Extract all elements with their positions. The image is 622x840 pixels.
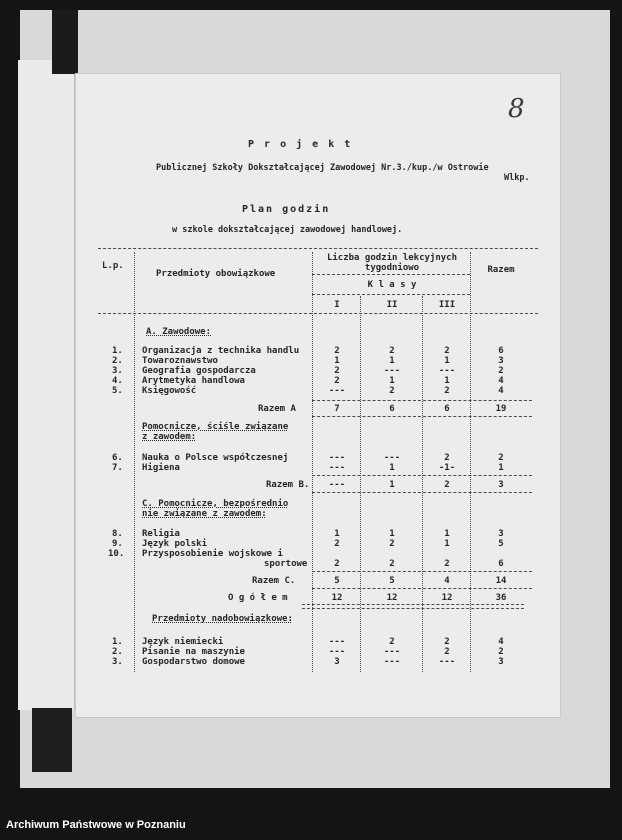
row-class-3: 2 [444, 647, 450, 657]
row-lp: 2. [112, 647, 123, 657]
row-class-3: 2 [444, 637, 450, 647]
row-class-1: 2 [334, 559, 340, 569]
row-class-2: 6 [389, 404, 395, 414]
header-subjects: Przedmioty obowiązkowe [156, 269, 276, 279]
row-class-2: 2 [389, 637, 395, 647]
column-divider-class-3 [470, 252, 471, 672]
plan-title: Plan godzin [242, 204, 331, 215]
row-class-2: 1 [389, 529, 395, 539]
row-total: 2 [498, 647, 504, 657]
row-class-1: 1 [334, 356, 340, 366]
row-lp: 9. [112, 539, 123, 549]
header-classes: K l a s y [367, 280, 417, 290]
row-class-2: 1 [389, 463, 395, 473]
row-subject: Przysposobienie wojskowe i [142, 549, 283, 559]
row-lp: 10. [108, 549, 125, 559]
column-divider-class-1 [360, 296, 361, 672]
row-class-3: 2 [444, 559, 450, 569]
binder-clip-top [52, 10, 78, 74]
row-total: 4 [498, 386, 504, 396]
subtotal-label: Razem C. [252, 576, 296, 586]
row-total: 14 [495, 576, 507, 586]
header-lp: L.p. [102, 261, 124, 271]
row-subject: Towaroznawstwo [142, 356, 218, 366]
row-class-3: 6 [444, 404, 450, 414]
column-divider-lp [134, 252, 135, 672]
row-lp: 8. [112, 529, 123, 539]
left-paper-strip [18, 60, 75, 710]
row-class-2: --- [383, 366, 401, 376]
row-subject: Organizacja z technika handlu [142, 346, 300, 356]
row-class-1: 1 [334, 529, 340, 539]
row-total: 3 [498, 657, 504, 667]
row-class-1: --- [328, 463, 346, 473]
row-class-2: 5 [389, 576, 395, 586]
row-lp: 2. [112, 356, 123, 366]
section-heading: A. Zawodowe: [146, 327, 212, 337]
row-total: 4 [498, 376, 504, 386]
row-total: 2 [498, 366, 504, 376]
row-total: 3 [498, 529, 504, 539]
hours-header-line [312, 274, 470, 275]
document-title: P r o j e k t [248, 139, 353, 150]
row-class-1: 2 [334, 376, 340, 386]
grand-total-line-1 [302, 604, 524, 605]
header-bottom-line [98, 313, 538, 314]
row-class-1: --- [328, 647, 346, 657]
row-subject: Geografia gospodarcza [142, 366, 256, 376]
row-total: 5 [498, 539, 504, 549]
header-total: Razem [487, 265, 515, 275]
row-lp: 7. [112, 463, 123, 473]
header-hours-line2: tygodniowo [364, 263, 420, 273]
row-lp: 3. [112, 657, 123, 667]
grand-total-label: O g ó ł e m [228, 593, 288, 603]
row-total: 4 [498, 637, 504, 647]
row-class-1: 2 [334, 366, 340, 376]
section-heading: C. Pomocnicze, bezpośrednio [142, 499, 289, 509]
section-heading: nie związane z zawodem: [142, 509, 267, 519]
row-lp: 6. [112, 453, 123, 463]
row-class-1: 2 [334, 346, 340, 356]
row-total: 3 [498, 480, 504, 490]
page-number: 8 [508, 94, 525, 124]
row-total: 6 [498, 346, 504, 356]
row-subject: Język niemiecki [142, 637, 224, 647]
row-class-1: 7 [334, 404, 340, 414]
table-top-line [98, 248, 538, 249]
row-lp: 4. [112, 376, 123, 386]
row-class-1: --- [328, 637, 346, 647]
plan-subtitle: w szkole dokształcającej zawodowej handlowej. [172, 225, 403, 235]
row-class-2: 2 [389, 346, 395, 356]
row-class-2: 1 [389, 480, 395, 490]
row-class-1: --- [328, 386, 346, 396]
row-class-2: --- [383, 453, 401, 463]
row-subject: Pisanie na maszynie [142, 647, 245, 657]
row-subject: Nauka o Polsce współczesnej [142, 453, 289, 463]
row-class-3: 2 [444, 346, 450, 356]
row-class-2: 12 [386, 593, 398, 603]
header-hours-line1: Liczba godzin lekcyjnych [326, 253, 458, 263]
row-total: 19 [495, 404, 507, 414]
row-class-1: 3 [334, 657, 340, 667]
row-class-3: 1 [444, 376, 450, 386]
row-class-3: 2 [444, 386, 450, 396]
row-class-2: 1 [389, 376, 395, 386]
header-class-2: II [386, 300, 398, 310]
row-class-3: 4 [444, 576, 450, 586]
row-subject: sportowe [264, 559, 308, 569]
row-class-2: 1 [389, 356, 395, 366]
column-divider-class-2 [422, 296, 423, 672]
row-lp: 3. [112, 366, 123, 376]
section-heading: z zawodem: [142, 432, 197, 442]
row-class-2: --- [383, 647, 401, 657]
row-subject: Gospodarstwo domowe [142, 657, 245, 667]
subtotal-label: Razem A [258, 404, 296, 414]
row-class-1: 2 [334, 539, 340, 549]
column-divider-subject [312, 252, 313, 672]
row-subject: Higiena [142, 463, 180, 473]
row-class-2: 2 [389, 559, 395, 569]
row-subject: Księgowość [142, 386, 197, 396]
row-lp: 1. [112, 637, 123, 647]
row-lp: 5. [112, 386, 123, 396]
row-class-3: 1 [444, 529, 450, 539]
row-total: 2 [498, 453, 504, 463]
document-subtitle-line1: Publicznej Szkoły Dokształcającej Zawodowej Nr.3./kup./w Ostrowie [156, 163, 489, 173]
subtotal-label: Razem B. [266, 480, 310, 490]
row-class-1: --- [328, 453, 346, 463]
row-class-3: --- [438, 366, 456, 376]
row-total: 3 [498, 356, 504, 366]
row-class-3: 1 [444, 356, 450, 366]
header-class-1: I [334, 300, 340, 310]
classes-header-line [312, 294, 470, 295]
grand-total-line-2 [302, 608, 524, 609]
header-class-3: III [438, 300, 456, 310]
section-heading: Przedmioty nadobowiązkowe: [152, 614, 293, 624]
row-total: 6 [498, 559, 504, 569]
row-lp: 1. [112, 346, 123, 356]
row-class-3: 2 [444, 453, 450, 463]
row-class-1: 5 [334, 576, 340, 586]
binder-clip-bottom [32, 708, 72, 772]
row-class-3: --- [438, 657, 456, 667]
row-class-3: 12 [441, 593, 453, 603]
row-class-3: 2 [444, 480, 450, 490]
archive-footer: Archiwum Państwowe w Poznaniu [6, 819, 186, 831]
row-class-3: 1 [444, 539, 450, 549]
document-page [76, 74, 560, 717]
row-total: 1 [498, 463, 504, 473]
row-class-1: 12 [331, 593, 343, 603]
row-class-1: --- [328, 480, 346, 490]
row-total: 36 [495, 593, 507, 603]
row-class-2: 2 [389, 539, 395, 549]
document-subtitle-line2: Wlkp. [504, 173, 530, 183]
row-class-3: -1- [438, 463, 456, 473]
section-heading: Pomocnicze, ściśle związane [142, 422, 289, 432]
row-subject: Arytmetyka handlowa [142, 376, 245, 386]
row-class-2: 2 [389, 386, 395, 396]
row-subject: Religia [142, 529, 180, 539]
row-class-2: --- [383, 657, 401, 667]
row-subject: Język polski [142, 539, 208, 549]
